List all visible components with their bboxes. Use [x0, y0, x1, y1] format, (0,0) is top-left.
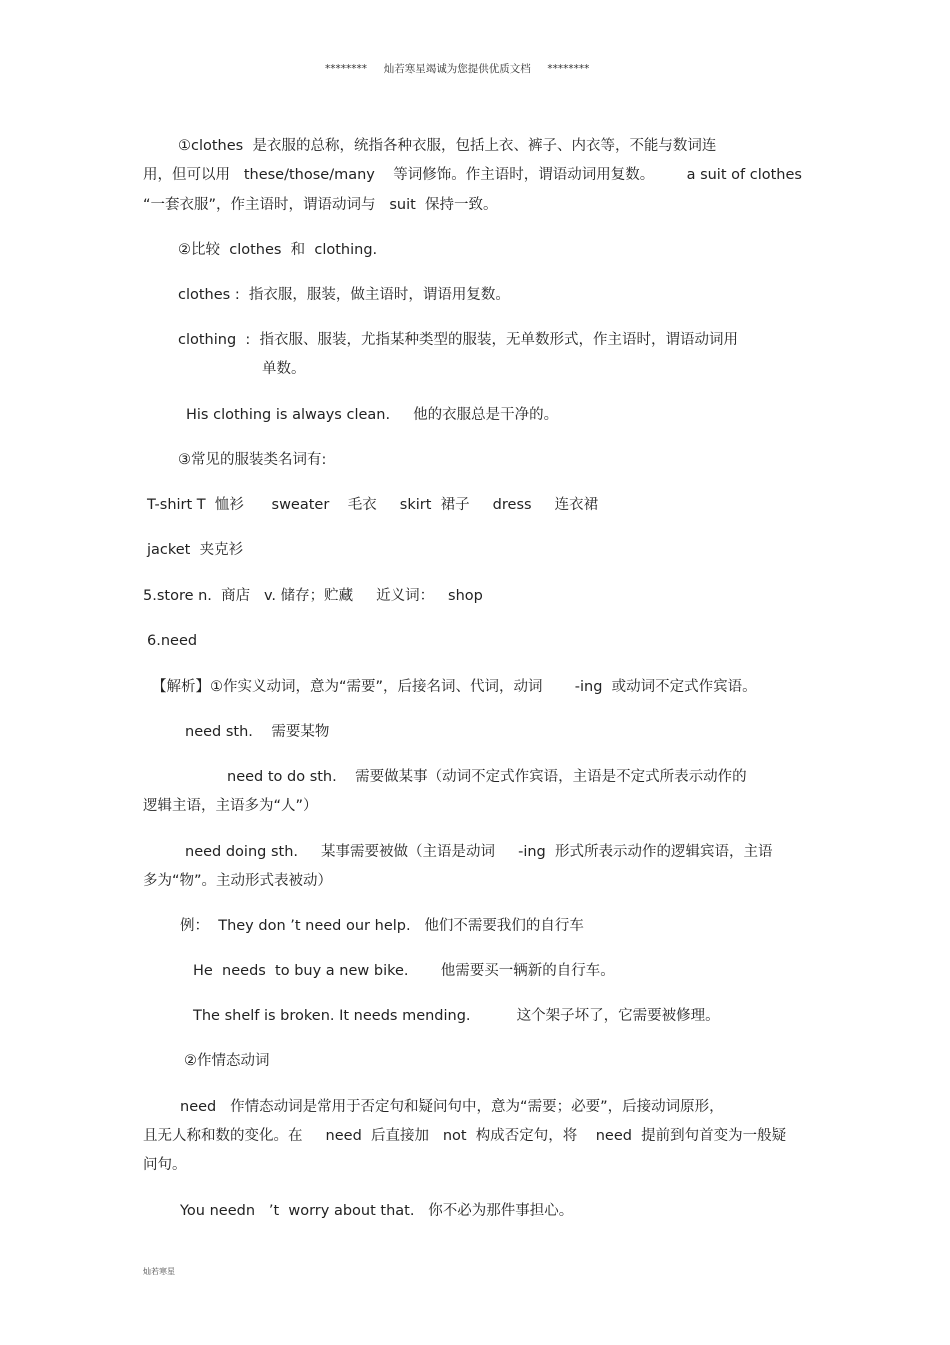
text-line: 5.store n. 商店 v. 储存；贮藏 近义词： shop	[143, 588, 483, 604]
page-header: ******** 灿若寒星竭诚为您提供优质文档 ********	[325, 63, 590, 75]
text-line: The shelf is broken. It needs mending. 这个架子坏了，它需要被修理。	[193, 1008, 720, 1024]
text-line: 逻辑主语，主语多为“人”）	[143, 798, 318, 814]
text-line: 问句。	[143, 1157, 187, 1173]
text-line: You needn ’t worry about that. 你不必为那件事担心。	[180, 1203, 574, 1219]
text-line: 6.need	[147, 633, 198, 649]
text-line: T-shirt T 恤衫 sweater 毛衣 skirt 裙子 dress 连衣裙	[147, 497, 599, 513]
page-footer: 灿若寒星	[143, 1267, 175, 1276]
text-line: need sth. 需要某物	[185, 724, 330, 740]
text-line: need doing sth. 某事需要被做（主语是动词 -ing 形式所表示动作的逻辑宾语，主语	[185, 844, 773, 860]
text-line: jacket 夹克衫	[147, 542, 244, 558]
text-line: 【解析】①作实义动词，意为“需要”，后接名词、代词，动词 -ing 或动词不定式作宾语。	[152, 679, 757, 695]
text-line: clothes : 指衣服，服装，做主语时，谓语用复数。	[178, 287, 510, 303]
text-line: “一套衣服”，作主语时，谓语动词与 suit 保持一致。	[143, 197, 498, 213]
text-line: 用，但可以用 these/those/many 等词修饰。作主语时，谓语动词用复数。 a suit of clothes	[143, 167, 802, 183]
text-line: ③常见的服装类名词有:	[178, 452, 327, 468]
text-line: 单数。	[262, 361, 306, 377]
text-line: ②作情态动词	[184, 1053, 270, 1069]
text-line: His clothing is always clean. 他的衣服总是干净的。	[186, 407, 559, 423]
text-line: 例： They don ’t need our help. 他们不需要我们的自行车	[180, 918, 584, 934]
text-line: 且无人称和数的变化。在 need 后直接加 not 构成否定句，将 need 提前到句首变为一般疑	[143, 1128, 787, 1144]
text-line: He needs to buy a new bike. 他需要买一辆新的自行车。	[193, 963, 615, 979]
text-line: need 作情态动词是常用于否定句和疑问句中，意为“需要；必要”，后接动词原形，	[180, 1099, 724, 1115]
text-line: 多为“物”。主动形式表被动）	[143, 873, 333, 889]
text-line: ②比较 clothes 和 clothing.	[178, 242, 378, 258]
text-line: need to do sth. 需要做某事（动词不定式作宾语，主语是不定式所表示动作的	[227, 769, 747, 785]
text-line: ①clothes 是衣服的总称，统指各种衣服，包括上衣、裤子、内衣等，不能与数词连	[178, 138, 717, 154]
text-line: clothing : 指衣服、服装，尤指某种类型的服装，无单数形式，作主语时，谓语动词用	[178, 332, 738, 348]
